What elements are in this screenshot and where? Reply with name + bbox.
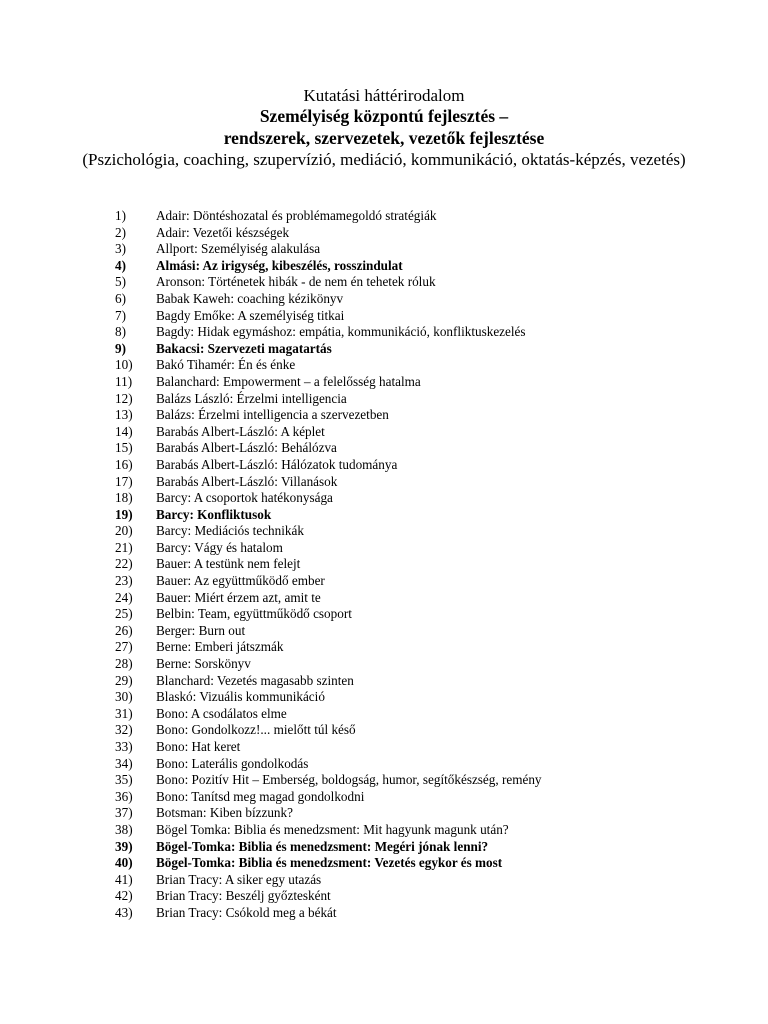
list-item-text: Bauer: A testünk nem felejt bbox=[156, 556, 301, 572]
list-item-number: 35) bbox=[115, 772, 133, 788]
list-item bbox=[0, 507, 768, 524]
list-item-number: 3) bbox=[115, 241, 126, 257]
list-item-text: Bögel-Tomka: Biblia és menedzsment: Megéri jónak lenni? bbox=[156, 838, 489, 854]
list-item bbox=[0, 888, 768, 905]
list-item-number: 39) bbox=[115, 838, 133, 854]
list-item-number: 10) bbox=[115, 357, 133, 373]
list-item-text: Berne: Sorskönyv bbox=[156, 656, 251, 672]
list-item-text: Barcy: Vágy és hatalom bbox=[156, 539, 283, 555]
list-item-number: 33) bbox=[115, 739, 133, 754]
list-item bbox=[0, 357, 768, 374]
list-item-text: Balanchard: Empowerment – a felelősség hatalma bbox=[156, 373, 421, 389]
list-item bbox=[0, 606, 768, 623]
document-header bbox=[80, 86, 688, 171]
list-item bbox=[0, 706, 768, 723]
list-item-text: Barcy: A csoportok hatékonysága bbox=[156, 490, 333, 506]
list-item-text: Bono: Laterális gondolkodás bbox=[156, 755, 309, 771]
list-item-number: 16) bbox=[115, 456, 133, 472]
list-item bbox=[0, 623, 768, 640]
list-item-text: Bauer: Az együttműködő ember bbox=[156, 573, 325, 589]
list-item-text: Bono: Pozitív Hit – Emberség, boldogság, humor, segítőkészség, remény bbox=[156, 772, 542, 788]
list-item-number: 26) bbox=[115, 622, 133, 638]
list-item bbox=[0, 258, 768, 275]
list-item-number: 42) bbox=[115, 888, 133, 904]
list-item-number: 14) bbox=[115, 423, 133, 439]
list-item-number: 2) bbox=[115, 224, 126, 240]
list-item-text: Brian Tracy: A siker egy utazás bbox=[156, 871, 322, 887]
list-item bbox=[0, 756, 768, 773]
list-item-text: Blaskó: Vizuális kommunikáció bbox=[156, 689, 325, 705]
list-item bbox=[0, 839, 768, 856]
list-item-number: 9) bbox=[115, 340, 126, 356]
list-item-number: 13) bbox=[115, 407, 133, 423]
list-item-number: 4) bbox=[115, 257, 126, 273]
list-item bbox=[0, 689, 768, 706]
list-item-text: Aronson: Történetek hibák - de nem én tehetek róluk bbox=[156, 274, 436, 290]
list-item bbox=[0, 474, 768, 491]
list-item-number: 27) bbox=[115, 639, 133, 655]
list-item bbox=[0, 590, 768, 607]
list-item-text: Bakó Tihamér: Én és énke bbox=[156, 357, 296, 373]
list-item bbox=[0, 308, 768, 325]
list-item-number: 29) bbox=[115, 672, 133, 688]
header-topics: (Pszichológia, coaching, szupervízió, mediáció, kommunikáció, oktatás-képzés, vezetés) bbox=[82, 150, 686, 169]
list-item bbox=[0, 673, 768, 690]
list-item bbox=[0, 739, 768, 756]
list-item-text: Adair: Vezetői készségek bbox=[156, 224, 290, 240]
list-item bbox=[0, 722, 768, 739]
list-item-text: Bono: A csodálatos elme bbox=[156, 705, 287, 721]
list-item-text: Bagdy: Hidak egymáshoz: empátia, kommunikáció, konfliktuskezelés bbox=[156, 324, 526, 340]
list-item-text: Bono: Gondolkozz!... mielőtt túl késő bbox=[156, 722, 356, 738]
list-item bbox=[0, 291, 768, 308]
list-item-number: 12) bbox=[115, 390, 133, 406]
list-item bbox=[0, 208, 768, 225]
list-item-number: 1) bbox=[115, 208, 126, 223]
list-item-number: 21) bbox=[115, 539, 133, 555]
list-item bbox=[0, 772, 768, 789]
list-item-text: Babak Kaweh: coaching kézikönyv bbox=[156, 290, 344, 306]
list-item-text: Bauer: Miért érzem azt, amit te bbox=[156, 589, 321, 605]
list-item-text: Adair: Döntéshozatal és problémamegoldó stratégiák bbox=[156, 208, 437, 223]
list-item-text: Botsman: Kiben bízzunk? bbox=[156, 805, 293, 821]
list-item-number: 40) bbox=[115, 855, 133, 871]
list-item-text: Barabás Albert-László: Villanások bbox=[156, 473, 338, 489]
list-item-text: Brian Tracy: Csókold meg a békát bbox=[156, 904, 337, 920]
list-item bbox=[0, 540, 768, 557]
list-item bbox=[0, 656, 768, 673]
list-item-text: Bono: Hat keret bbox=[156, 739, 241, 754]
list-item-number: 11) bbox=[115, 373, 133, 389]
list-item-number: 31) bbox=[115, 705, 133, 721]
list-item bbox=[0, 805, 768, 822]
list-item-text: Balázs László: Érzelmi intelligencia bbox=[156, 390, 347, 406]
list-item bbox=[0, 490, 768, 507]
list-item-text: Barabás Albert-László: Behálózva bbox=[156, 440, 337, 456]
list-item bbox=[0, 573, 768, 590]
list-item-number: 30) bbox=[115, 689, 133, 705]
list-item-number: 8) bbox=[115, 324, 126, 340]
header-subtitle: Kutatási háttérirodalom bbox=[303, 86, 465, 105]
list-item-number: 20) bbox=[115, 523, 133, 539]
list-item-number: 43) bbox=[115, 904, 133, 920]
list-item-text: Belbin: Team, együttműködő csoport bbox=[156, 606, 352, 622]
list-item-text: Bono: Tanítsd meg magad gondolkodni bbox=[156, 788, 365, 804]
list-item bbox=[0, 872, 768, 889]
list-item-text: Balázs: Érzelmi intelligencia a szervezetben bbox=[156, 407, 389, 423]
list-item bbox=[0, 324, 768, 341]
reference-list bbox=[0, 208, 768, 922]
list-item-text: Berne: Emberi játszmák bbox=[156, 639, 284, 655]
list-item-number: 37) bbox=[115, 805, 133, 821]
list-item bbox=[0, 241, 768, 258]
list-item bbox=[0, 639, 768, 656]
list-item-number: 34) bbox=[115, 755, 133, 771]
list-item-number: 19) bbox=[115, 506, 133, 522]
list-item-number: 5) bbox=[115, 274, 126, 290]
list-item-text: Bagdy Emőke: A személyiség titkai bbox=[156, 307, 345, 323]
list-item-text: Blanchard: Vezetés magasabb szinten bbox=[156, 672, 354, 688]
list-item-text: Brian Tracy: Beszélj győztesként bbox=[156, 888, 331, 904]
list-item-number: 32) bbox=[115, 722, 133, 738]
list-item bbox=[0, 374, 768, 391]
list-item-number: 7) bbox=[115, 307, 126, 323]
list-item bbox=[0, 523, 768, 540]
list-item bbox=[0, 556, 768, 573]
list-item bbox=[0, 457, 768, 474]
list-item bbox=[0, 341, 768, 358]
list-item-text: Barabás Albert-László: A képlet bbox=[156, 423, 325, 439]
list-item-number: 38) bbox=[115, 821, 133, 837]
list-item-number: 6) bbox=[115, 290, 126, 306]
list-item-text: Barcy: Mediációs technikák bbox=[156, 523, 304, 539]
list-item bbox=[0, 440, 768, 457]
list-item-text: Berger: Burn out bbox=[156, 622, 246, 638]
list-item-number: 28) bbox=[115, 656, 133, 672]
list-item-number: 41) bbox=[115, 871, 133, 887]
list-item bbox=[0, 424, 768, 441]
header-title-continued: rendszerek, szervezetek, vezetők fejlesztése bbox=[223, 128, 545, 148]
list-item-text: Bögel Tomka: Biblia és menedzsment: Mit hagyunk magunk után? bbox=[156, 821, 509, 837]
list-item-text: Bakacsi: Szervezeti magatartás bbox=[156, 340, 332, 356]
list-item-number: 25) bbox=[115, 606, 133, 622]
list-item bbox=[0, 905, 768, 922]
list-item-text: Barcy: Konfliktusok bbox=[156, 506, 272, 522]
list-item bbox=[0, 855, 768, 872]
header-title: Személyiség központú fejlesztés – bbox=[259, 106, 509, 126]
list-item bbox=[0, 822, 768, 839]
list-item-number: 15) bbox=[115, 440, 133, 456]
list-item bbox=[0, 225, 768, 242]
list-item-number: 18) bbox=[115, 490, 133, 506]
list-item-number: 23) bbox=[115, 573, 133, 589]
list-item-number: 17) bbox=[115, 473, 133, 489]
list-item-text: Barabás Albert-László: Hálózatok tudománya bbox=[156, 456, 398, 472]
list-item bbox=[0, 391, 768, 408]
list-item bbox=[0, 789, 768, 806]
list-item-number: 36) bbox=[115, 788, 133, 804]
list-item-number: 24) bbox=[115, 589, 133, 605]
list-item-text: Allport: Személyiség alakulása bbox=[156, 241, 321, 257]
list-item-number: 22) bbox=[115, 556, 133, 572]
list-item-text: Bögel-Tomka: Biblia és menedzsment: Vezetés egykor és most bbox=[156, 855, 503, 871]
list-item bbox=[0, 407, 768, 424]
list-item bbox=[0, 274, 768, 291]
list-item-text: Almási: Az irigység, kibeszélés, rosszindulat bbox=[156, 257, 403, 273]
